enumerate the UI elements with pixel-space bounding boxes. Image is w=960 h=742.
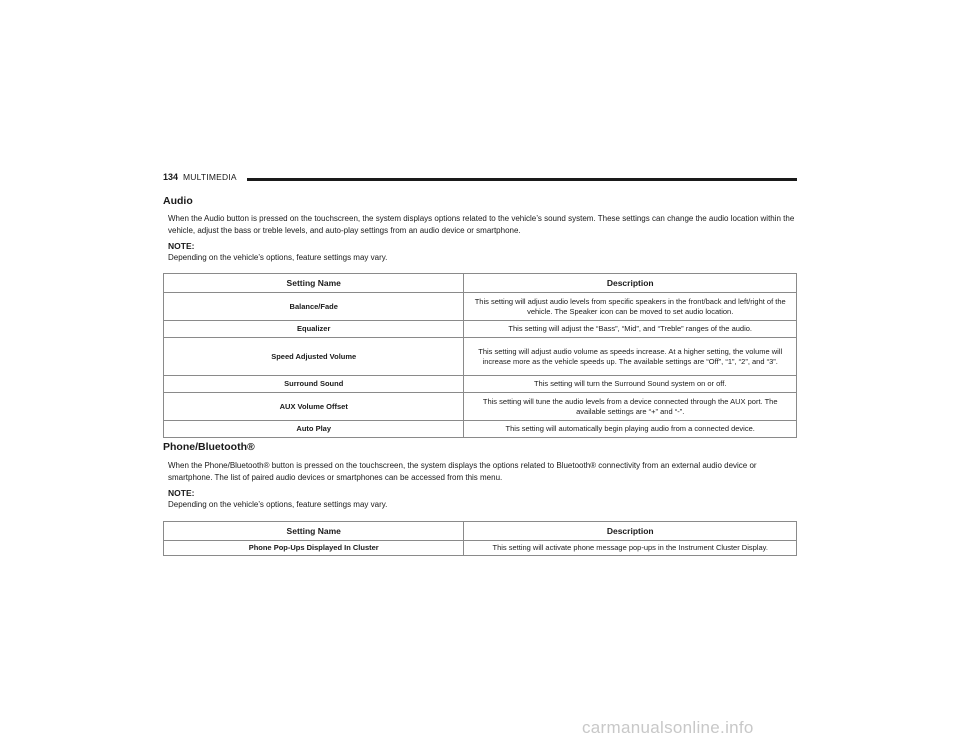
setting-description: This setting will turn the Surround Sound system on or off. (464, 376, 797, 393)
page-number: 134 (163, 172, 179, 182)
setting-description: This setting will adjust audio volume as speeds increase. At a higher setting, the volume will increase more as the vehicle speeds up. The available settings are “Off”, “1”, “2”, and “3”. (464, 338, 797, 376)
setting-name: AUX Volume Offset (164, 393, 464, 421)
table-row (164, 376, 797, 393)
setting-name: Auto Play (164, 421, 464, 438)
setting-description: This setting will tune the audio levels from a device connected through the AUX port. The available settings are “+” and “-”. (464, 393, 797, 421)
table-row (164, 321, 797, 338)
setting-name: Phone Pop-Ups Displayed In Cluster (164, 541, 464, 556)
header-rule (247, 178, 797, 181)
audio-note-label: NOTE: (168, 241, 195, 251)
table-header-row (164, 522, 797, 541)
phone-note-text: Depending on the vehicle’s options, feature settings may vary. (168, 500, 388, 509)
setting-name: Balance/Fade (164, 293, 464, 321)
setting-description: This setting will activate phone message pop-ups in the Instrument Cluster Display. (464, 541, 797, 556)
column-header-description: Description (464, 274, 797, 293)
table-row (164, 393, 797, 421)
table-row (164, 338, 797, 376)
setting-name: Speed Adjusted Volume (164, 338, 464, 376)
audio-heading: Audio (163, 195, 193, 207)
column-header-setting-name: Setting Name (164, 274, 464, 293)
phone-intro: When the Phone/Bluetooth® button is pressed on the touchscreen, the system displays the options related to Bluetooth® connectivity from an external audio device or smartphone. The list of paired audio devices or smartphones can be accessed from this menu. (168, 461, 757, 482)
phone-note-label: NOTE: (168, 488, 195, 498)
setting-description: This setting will adjust audio levels from specific speakers in the front/back and left/right of the vehicle. The Speaker icon can be moved to set audio location. (464, 293, 797, 321)
setting-description: This setting will adjust the “Bass”, “Mid”, and “Treble” ranges of the audio. (464, 321, 797, 338)
watermark-text: carmanualsonline.info (582, 718, 754, 737)
audio-settings-table (163, 273, 797, 438)
table-row (164, 421, 797, 438)
column-header-setting-name: Setting Name (164, 522, 464, 541)
section-title: MULTIMEDIA (183, 172, 237, 182)
setting-description: This setting will automatically begin playing audio from a connected device. (464, 421, 797, 438)
table-header-row (164, 274, 797, 293)
audio-intro: When the Audio button is pressed on the touchscreen, the system displays options related to the vehicle’s sound system. These settings can change the audio location within the vehicle, adjust the bass or treble levels, and auto-play settings from an audio device or smartphone. (168, 214, 795, 235)
phone-heading: Phone/Bluetooth® (163, 441, 255, 453)
audio-note-text: Depending on the vehicle’s options, feature settings may vary. (168, 253, 388, 262)
phone-settings-table (163, 521, 797, 556)
column-header-description: Description (464, 522, 797, 541)
table-row (164, 293, 797, 321)
setting-name: Surround Sound (164, 376, 464, 393)
table-row (164, 541, 797, 556)
setting-name: Equalizer (164, 321, 464, 338)
page-header (163, 172, 797, 186)
